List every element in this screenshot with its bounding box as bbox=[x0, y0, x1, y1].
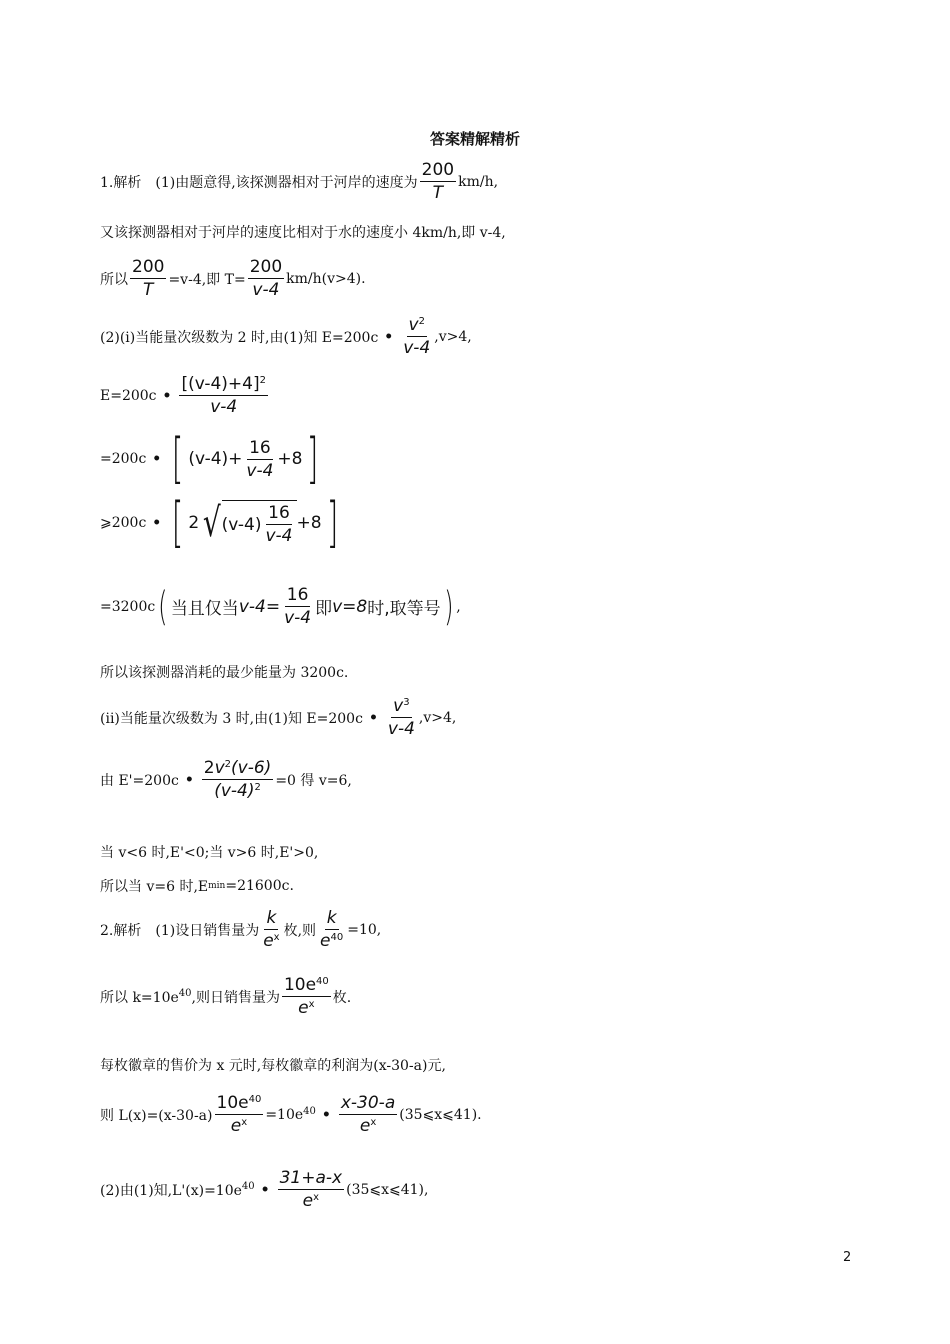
fraction: $\frac{2v^2(v-6)}{(v-4)^2}$ bbox=[203, 758, 272, 801]
fraction: $\frac{k}{e^x}$ bbox=[263, 908, 280, 951]
fraction: $\frac{200}{v-4}$ bbox=[249, 257, 283, 300]
fraction: $\frac{16}{v-4}$ bbox=[265, 503, 293, 546]
solution-2i-amgm: ⩾200c • [ 2 √ (v-4) $\frac{16}{v-4}$ +8 ] bbox=[100, 491, 338, 554]
solution-2i-intro: (2)(i)当能量次级数为 2 时,由(1)知 E=200c • $\frac{v^2}{v-4}$ ,v>4, bbox=[100, 315, 472, 358]
fraction: $\frac{10e^{40}}{e^x}$ bbox=[216, 1093, 262, 1136]
solution-q2-intro: 2.解析 (1)设日销售量为 $\frac{k}{e^x}$ 枚,则 $\frac{k}{e^{40}}$ =10, bbox=[100, 908, 382, 951]
solution-2i-equality: =3200c ( 当且仅当 v-4= $\frac{16}{v-4}$ 即 v=8 时,取等号 ) , bbox=[100, 583, 461, 630]
solution-2ii-sign: 当 v<6 时,E'<0;当 v>6 时,E'>0, bbox=[100, 845, 319, 861]
fraction: $\frac{31+a-x}{e^x}$ bbox=[279, 1168, 343, 1211]
solution-q2-k: 所以 k=10e 40 ,则日销售量为 $\frac{10e^{40}}{e^x}$ 枚. bbox=[100, 975, 352, 1018]
solution-2i-expand: E=200c • $\frac{[(v-4)+4]^2}{v-4}$ bbox=[100, 374, 266, 417]
solution-1-line-3: 所以 $\frac{200}{T}$ =v-4,即 T= $\frac{200}{v-4}$ km/h(v>4). bbox=[100, 257, 366, 300]
solution-1-intro: 1.解析 (1)由题意得,该探测器相对于河岸的速度为 $\frac{200}{T}$ km/h, bbox=[100, 160, 499, 203]
solution-2ii-conclusion: 所以当 v=6 时,E min =21600c. bbox=[100, 878, 294, 895]
solution-q2-profit: 每枚徽章的售价为 x 元时,每枚徽章的利润为(x-30-a)元, bbox=[100, 1058, 446, 1074]
fraction-200-over-t: $\frac{200}{T}$ bbox=[421, 160, 455, 203]
fraction: $\frac{16}{v-4}$ bbox=[246, 437, 274, 481]
fraction: $\frac{10e^{40}}{e^x}$ bbox=[283, 975, 329, 1018]
fraction: $\frac{16}{v-4}$ bbox=[284, 585, 312, 628]
page-number: 2 bbox=[843, 1250, 852, 1265]
solution-2i-split: =200c • [ (v-4)+ $\frac{16}{v-4}$ +8 ] bbox=[100, 427, 319, 490]
fraction: $\frac{200}{T}$ bbox=[132, 257, 165, 300]
solution-q2-lx: 则 L(x)=(x-30-a) $\frac{10e^{40}}{e^x}$ =10e 40 • $\frac{x-30-a}{e^x}$ (35⩽x⩽41). bbox=[100, 1093, 482, 1136]
solution-2i-conclusion: 所以该探测器消耗的最少能量为 3200c. bbox=[100, 665, 349, 681]
fraction: $\frac{[(v-4)+4]^2}{v-4}$ bbox=[181, 374, 266, 417]
fraction: $\frac{v^3}{v-4}$ bbox=[387, 696, 415, 739]
answer-title: 答案精解精析 bbox=[429, 130, 520, 148]
solution-2ii-intro: (ii)当能量次级数为 3 时,由(1)知 E=200c • $\frac{v^3}{v-4}$ ,v>4, bbox=[100, 696, 457, 739]
square-root: √ (v-4) $\frac{16}{v-4}$ bbox=[199, 500, 296, 546]
solution-q2-derivative: (2)由(1)知,L'(x)=10e 40 • $\frac{31+a-x}{e^x}$ (35⩽x⩽41), bbox=[100, 1168, 429, 1211]
fraction: $\frac{x-30-a}{e^x}$ bbox=[340, 1093, 396, 1136]
solution-1-line-2: 又该探测器相对于河岸的速度比相对于水的速度小 4km/h,即 v-4, bbox=[100, 225, 506, 241]
solution-2ii-derivative: 由 E'=200c • $\frac{2v^2(v-6)}{(v-4)^2}$ =0 得 v=6, bbox=[100, 758, 352, 801]
fraction: $\frac{k}{e^{40}}$ bbox=[320, 908, 344, 951]
fraction: $\frac{v^2}{v-4}$ bbox=[403, 315, 431, 358]
